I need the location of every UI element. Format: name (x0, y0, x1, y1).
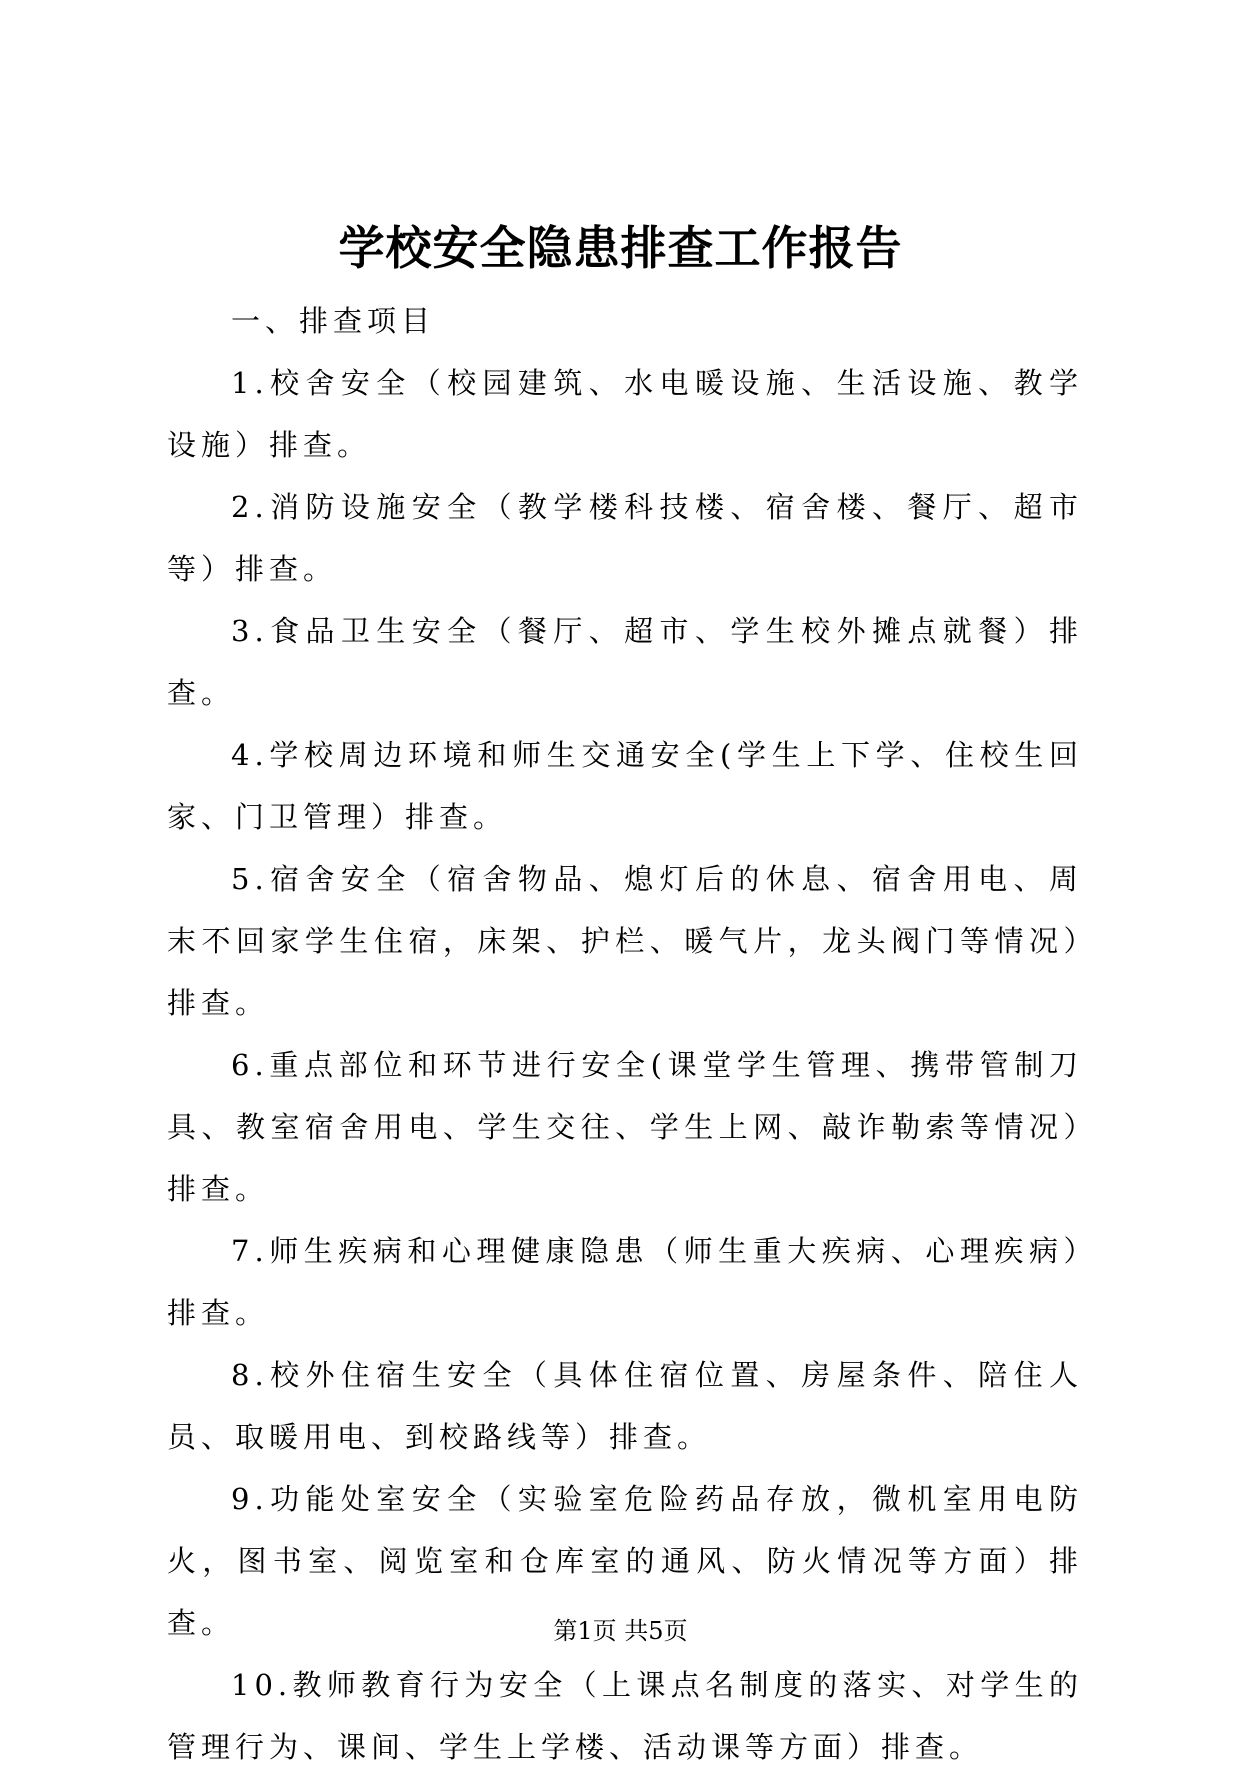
item-paragraph: 7.师生疾病和心理健康隐患（师生重大疾病、心理疾病）排查。 (167, 1234, 1083, 1330)
section-heading: 一、排查项目 (231, 304, 436, 338)
page-number: 第1页 共5页 (553, 1617, 688, 1645)
item-paragraph: 8.校外住宿生安全（具体住宿位置、房屋条件、陪住人员、取暖用电、到校路线等）排查。 (167, 1358, 1083, 1454)
item-paragraph: 2.消防设施安全（教学楼科技楼、宿舍楼、餐厅、超市等）排查。 (167, 490, 1083, 586)
item-paragraph: 10.教师教育行为安全（上课点名制度的落实、对学生的管理行为、课间、学生上学楼、活动课等方面）排查。 (167, 1668, 1083, 1764)
item-paragraph: 3.食品卫生安全（餐厅、超市、学生校外摊点就餐）排查。 (167, 614, 1083, 710)
page-title: 学校安全隐患排查工作报告 (338, 221, 903, 275)
document-body (167, 290, 1083, 1778)
item-paragraph: 9.功能处室安全（实验室危险药品存放，微机室用电防火，图书室、阅览室和仓库室的通风、防火情况等方面）排查。 (167, 1482, 1083, 1640)
item-paragraph: 4.学校周边环境和师生交通安全(学生上下学、住校生回家、门卫管理）排查。 (167, 738, 1083, 834)
item-paragraph: 6.重点部位和环节进行安全(课堂学生管理、携带管制刀具、教室宿舍用电、学生交往、学生上网、敲诈勒索等情况）排查。 (167, 1048, 1083, 1206)
item-paragraph: 5.宿舍安全（宿舍物品、熄灯后的休息、宿舍用电、周末不回家学生住宿，床架、护栏、暖气片，龙头阀门等情况）排查。 (167, 862, 1083, 1020)
item-paragraph: 1.校舍安全（校园建筑、水电暖设施、生活设施、教学设施）排查。 (167, 366, 1083, 462)
